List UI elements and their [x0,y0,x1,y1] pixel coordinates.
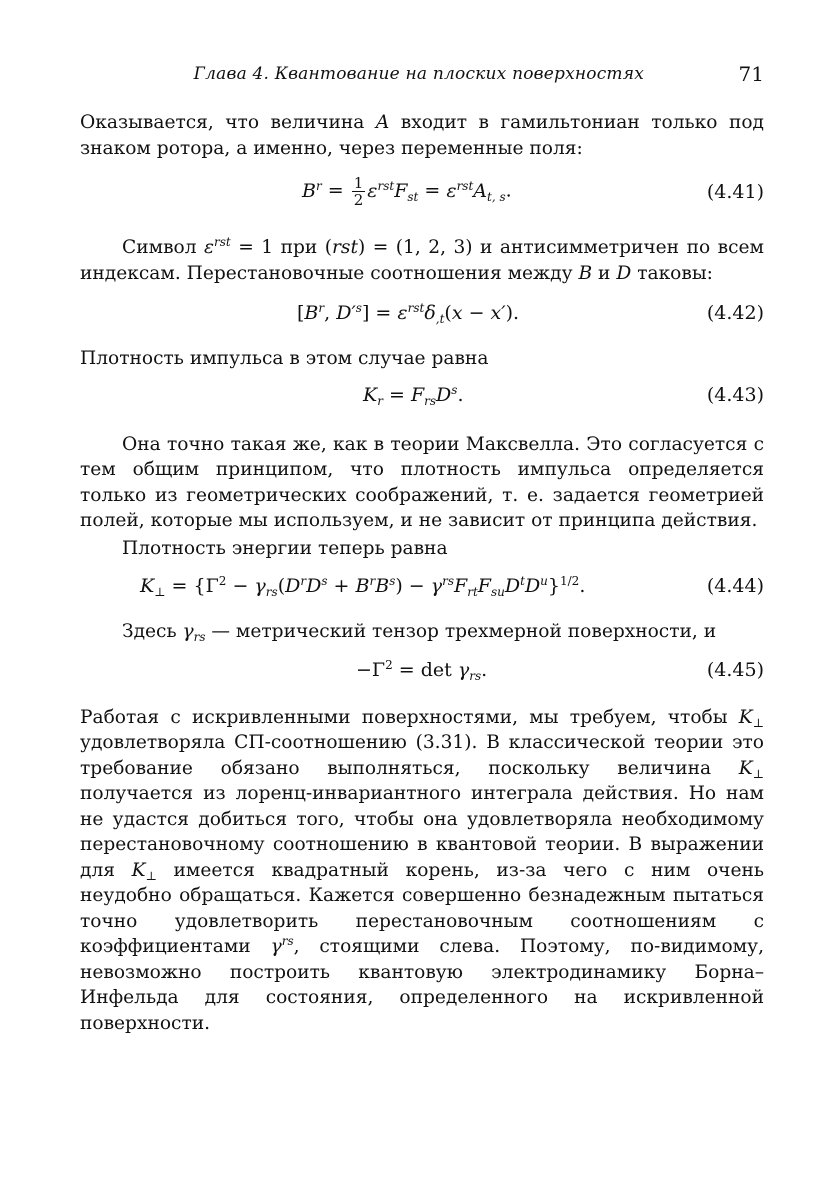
equation-number-4-41: (4.41) [706,181,764,203]
paragraph-4: Она точно такая же, как в теории Максвелла. Это согласуется с тем общим принципом, что плотность импульса определяется только из геометрических соображений, т. е. задается геометрией полей, которые мы используем, и не зависит от принципа действия. [80,433,764,531]
equation-4-42 [80,286,764,340]
paragraph-5: Плотность энергии теперь равна [122,537,448,559]
page-number: 71 [738,62,764,86]
running-title: Глава 4. Квантование на плоских поверхностях [193,64,644,84]
paragraph-2: Символ $\varepsilon^{rst} = 1$ при (rst) = (1, 2, 3) и антисимметричен по всем индексам. Перестановочные соотношения между B и D таковы: [80,235,764,284]
equation-4-45 [80,645,764,699]
paragraph-6: Здесь $\gamma_{rs}$ — метрический тензор трехмерной поверхности, и [122,621,717,644]
equation-4-44-formula: $K_\perp = \{\Gamma^2 - \gamma_{rs}(D^rD^s + B^rB^s) - \gamma^{rs}F_{rt}F_{su}D^tD^u\}^{1/2}$. [140,574,586,599]
paragraph-7: Работая с искривленными поверхностями, мы требуем, чтобы $K_\perp$ удовлетворяла СП-соотношению (3.31). В классической теории это требование обязано выполняться, поскольку величина $K_\perp$ получается из лоренц-инвариантного интеграла действия. Но нам не удастся добиться того, чтобы она удовлетворяла необходимому перестановочному соотношению в квантовой теории. В выражении для $K_\perp$ имеется квадратный корень, из-за чего с ним очень неудобно обращаться. Кажется совершенно безнадежным пытаться точно удовлетворить перестановочным соотношениям с коэффициентами $\gamma^{rs}$, стоящими слева. Поэтому, по-видимому, невозможно построить квантовую электродинамику Борна–Инфельда для состояния, определенного на искривленной поверхности. [80,706,764,1034]
equation-number-4-42: (4.42) [706,302,764,324]
paragraph-3: Плотность импульса в этом случае равна [80,348,489,369]
equation-4-43 [80,372,764,428]
body-text [80,110,764,1036]
equation-number-4-43: (4.43) [706,383,764,406]
equation-number-4-44: (4.44) [706,575,764,597]
equation-number-4-45: (4.45) [706,658,764,681]
equation-4-43-formula: $K_r = F_{rs}D^s$. [363,382,464,408]
paragraph-1: Оказывается, что величина A входит в гамильтониан только под знаком ротора, а именно, через переменные поля: [80,112,764,159]
running-head [80,62,764,92]
equation-4-41-formula: $B^r$ = $\frac{1}{2}$ $\varepsilon^{rst}F_{st} = \varepsilon^{rst}A_{t, s}$. [302,174,512,209]
equation-4-44 [80,561,764,615]
equation-4-45-formula: $-\Gamma^2 = \det \gamma_{rs}$. [356,657,488,683]
equation-4-42-formula: [$B^r$, $D'^s] = \varepsilon^{rst}\delta_{,t}(x - x')$. [297,301,520,326]
equation-4-41 [80,161,764,217]
